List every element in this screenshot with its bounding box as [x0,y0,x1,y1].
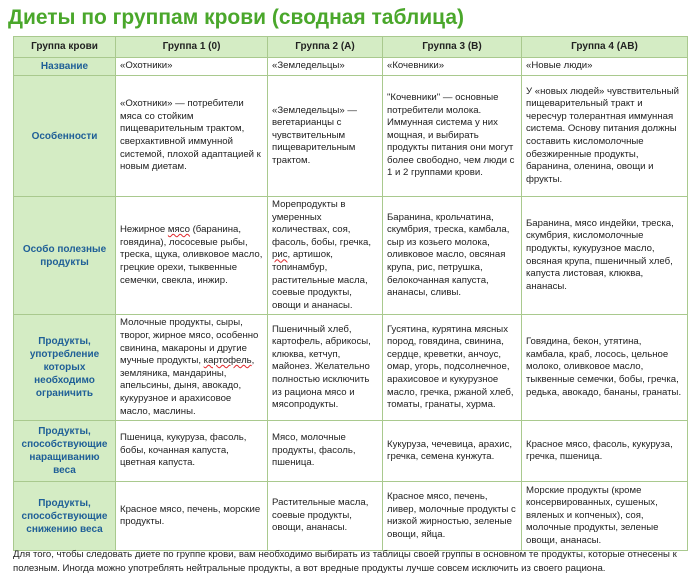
spellcheck-word: мясо [167,224,190,236]
cell-name-g4: «Новые люди» [522,58,688,76]
table-row-limit [14,315,688,421]
cell-text: Морепродукты в умеренных количествах, соя, фасоль, бобы, гречка, [272,199,371,248]
cell-gain-g1: Пшеница, кукуруза, фасоль, бобы, кочанная капуста, цветная капуста. [116,421,268,482]
cell-loss-g3: Красное мясо, печень, ливер, молочные продукты с низкой жирностью, зеленые овощи, яйца. [383,482,522,551]
table-row-features [14,76,688,197]
cell-useful-g4: Баранина, мясо индейки, треска, скумбрия, кисломолочные продукты, кукурузное масло, овсяная крупа, пшеничный хлеб, капуста листовая, клюква, ананасы. [522,197,688,315]
cell-text: , артишок, топинамбур, растительные масла, соевые продукты, овощи и ананасы. [272,249,368,311]
cell-limit-g3: Гусятина, курятина мясных пород, говядина, свинина, сердце, креветки, анчоус, омар, угорь, подсолнечное, арахисовое и кукурузное масло, гречка, ржаной хлеб, томаты, гранаты, хурма. [383,315,522,421]
header-blood-group: Группа крови [14,37,116,58]
cell-text: Нежирное [120,224,168,236]
row-label-loss: Продукты, способствующие снижению веса [14,482,116,551]
table-row-loss [14,482,688,551]
cell-useful-g3: Баранина, крольчатина, скумбрия, треска, камбала, сыр из козьего молока, оливковое масло, овсяная крупа, рис, петрушка, белокочанная капуста, ананасы, сливы. [383,197,522,315]
cell-limit-g4: Говядина, бекон, утятина, камбала, краб, лосось, цельное молоко, оливковое масло, тыквенные семечки, бобы, гречка, редька, авокадо, бананы, гранаты. [522,315,688,421]
cell-text: (баранина, говядина), лососевые рыбы, треска, щука, оливковое масло, грецкие орехи, тыквенные семечки, свекла, инжир. [120,224,263,286]
cell-features-g1: «Охотники» — потребители мяса со стойким пищеварительным трактом, сверхактивной иммунной системой, плохой адаптацией к новым диетам. [116,76,268,197]
row-label-features: Особенности [14,76,116,197]
cell-loss-g4: Морские продукты (кроме консервированных, сушеных, вяленых и копченых), соя, молочные продукты, зеленые овощи, ананасы. [522,482,688,551]
cell-limit-g1 [116,315,268,421]
diet-table [13,36,688,551]
footnote: Для того, чтобы следовать диете по группе крови, вам необходимо выбирать из таблицы своей группы в основном те продукты, которые отнесены к полезным. Иногда можно употреблять нейтральные продукты, а вот вредные продукты лучше совсем исключить из своего рациона. [13,549,677,574]
header-group-2: Группа 2 (А) [268,37,383,58]
row-label-name: Название [14,58,116,76]
header-group-1: Группа 1 (0) [116,37,268,58]
cell-name-g1: «Охотники» [116,58,268,76]
cell-text: , земляника, мандарины, апельсины, дыня, авокадо, кукурузное и арахисовое масло, маслины. [120,355,255,417]
cell-useful-g2 [268,197,383,315]
cell-name-g2: «Земледельцы» [268,58,383,76]
cell-text: Молочные продукты, сыры, творог, жирное мясо, особенно свинина, макароны и другие мучные продукты, [120,317,259,367]
cell-features-g3: "Кочевники" — основные потребители молока. Иммунная система у них мощная, и выбирать продукты питания они могут более свободно, чем люди с 1 и 2 группами крови. [383,76,522,197]
cell-gain-g4: Красное мясо, фасоль, кукуруза, гречка, пшеница. [522,421,688,482]
spellcheck-word: картофель [203,355,252,367]
cell-gain-g2: Мясо, молочные продукты, фасоль, пшеница. [268,421,383,482]
cell-features-g2: «Земледельцы» — вегетарианцы с чувствительным пищеварительным трактом. [268,76,383,197]
page-title: Диеты по группам крови (сводная таблица) [8,6,465,29]
cell-useful-g1 [116,197,268,315]
table-row-gain [14,421,688,482]
table-row-name [14,58,688,76]
row-label-limit: Продукты, употребление которых необходимо ограничить [14,315,116,421]
cell-gain-g3: Кукуруза, чечевица, арахис, гречка, семена кунжута. [383,421,522,482]
spellcheck-word: рис [272,249,288,261]
cell-loss-g1: Красное мясо, печень, морские продукты. [116,482,268,551]
header-group-3: Группа 3 (В) [383,37,522,58]
row-label-gain: Продукты, способствующие наращиванию веса [14,421,116,482]
cell-features-g4: У «новых людей» чувствительный пищеварительный тракт и чересчур толерантная иммунная система. Основу питания должны составить кисломолочные обезжиренные продукты, баранина, оленина, овощи и фрукты. [522,76,688,197]
table-row-useful [14,197,688,315]
cell-loss-g2: Растительные масла, соевые продукты, овощи, ананасы. [268,482,383,551]
header-group-4: Группа 4 (АВ) [522,37,688,58]
row-label-useful: Особо полезные продукты [14,197,116,315]
cell-limit-g2: Пшеничный хлеб, картофель, абрикосы, клюква, кетчуп, майонез. Желательно полностью исключить из рациона мясо и мясопродукты. [268,315,383,421]
cell-name-g3: «Кочевники» [383,58,522,76]
table-header-row [14,37,688,58]
